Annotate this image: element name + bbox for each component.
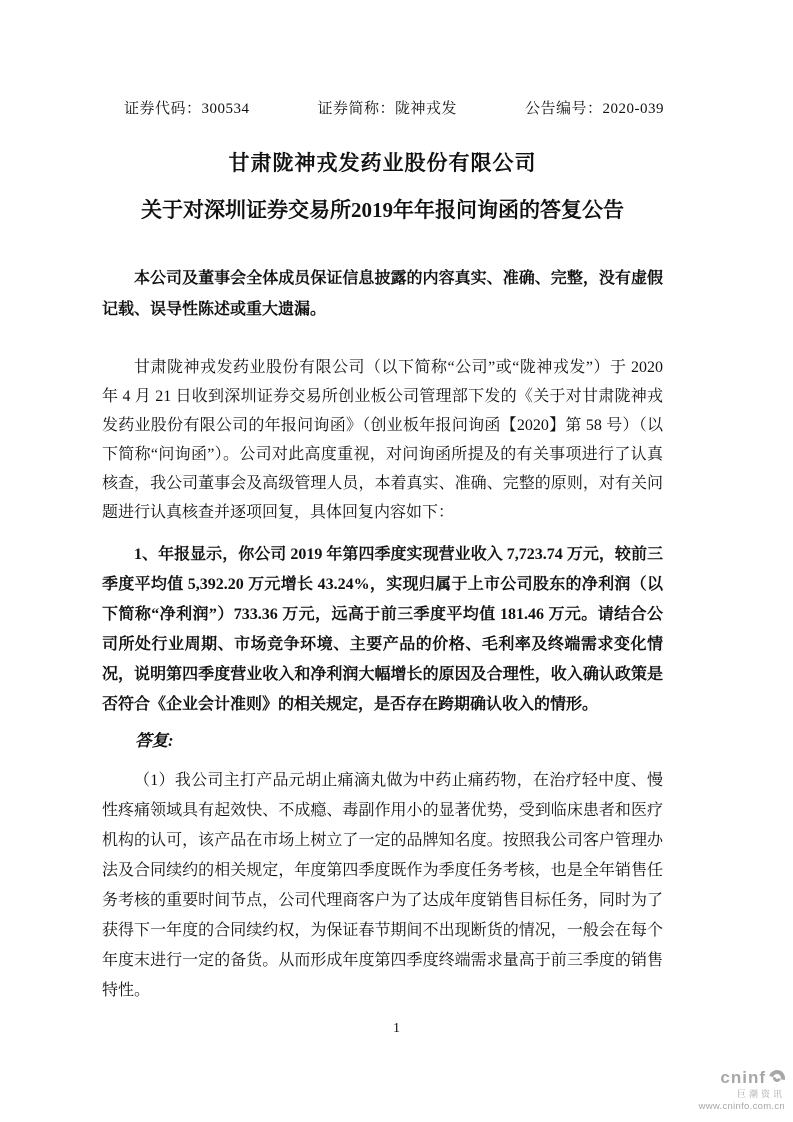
cninfo-chinese-name: 巨潮资讯 xyxy=(736,1088,785,1099)
announcement-title: 关于对深圳证券交易所2019年年报问询函的答复公告 xyxy=(141,198,624,222)
reply-label: 答复: xyxy=(135,731,174,750)
disclaimer-paragraph: 本公司及董事会全体成员保证信息披露的内容真实、准确、完整，没有虚假记载、误导性陈述或重大遗漏。 xyxy=(102,270,663,318)
company-name-title: 甘肃陇神戎发药业股份有限公司 xyxy=(228,151,537,175)
announcement-number: 公告编号：2020-039 xyxy=(525,101,664,117)
document-header xyxy=(124,97,664,118)
cninfo-brand-row xyxy=(699,1069,785,1088)
cninfo-brand-text: cninf xyxy=(720,1067,766,1087)
stock-code: 证券代码：300534 xyxy=(124,101,250,117)
intro-paragraph: 甘肃陇神戎发药业股份有限公司（以下简称“公司”或“陇神戎发”）于 2020 年 4 月 21 日收到深圳证券交易所创业板公司管理部下发的《关于对甘肃陇神戎发药业股份有限公司的年报问询函》（创业板年报问询函【2020】第 58 号）（以下简称“问询函”）。公司对此高度重视，对问询函所提及的有关事项进行了认真核查，我公司董事会及高级管理人员，本着真实、准确、完整的原则，对有关问题进行认真核查并逐项回复，具体回复内容如下： xyxy=(102,359,663,521)
cninfo-logo xyxy=(699,1069,785,1112)
reply-answer-paragraph: （1）我公司主打产品元胡止痛滴丸做为中药止痛药物，在治疗轻中度、慢性疼痛领域具有起效快、不成瘾、毒副作用小的显著优势，受到临床患者和医疗机构的认可，该产品在市场上树立了一定的品牌知名度。按照我公司客户管理办法及合同续约的相关规定，年度第四季度既作为季度任务考核，也是全年销售任务考核的重要时间节点，公司代理商客户为了达成年度销售目标任务，同时为了获得下一年度的合同续约权，为保证春节期间不出现断货的情况，一般会在每个年度末进行一定的备货。从而形成年度第四季度终端需求量高于前三季度的销售特性。 xyxy=(102,772,663,999)
inquiry-question-paragraph: 1、年报显示，你公司 2019 年第四季度实现营业收入 7,723.74 万元，较前三季度平均值 5,392.20 万元增长 43.24%，实现归属于上市公司股东的净利润（以下简称“净利润”）733.36 万元，远高于前三季度平均值 181.46 万元。请结合公司所处行业周期、市场竞争环境、主要产品的价格、毛利率及终端需求变化情况，说明第四季度营业收入和净利润大幅增长的原因及合理性，收入确认政策是否符合《企业会计准则》的相关规定，是否存在跨期确认收入的情形。 xyxy=(102,546,663,713)
cninfo-swirl-icon xyxy=(769,1070,785,1086)
cninfo-url: www.cninfo.com.cn xyxy=(698,1100,785,1112)
page-number: 1 xyxy=(393,1021,400,1036)
stock-short-name: 证券简称：陇神戎发 xyxy=(317,101,458,117)
